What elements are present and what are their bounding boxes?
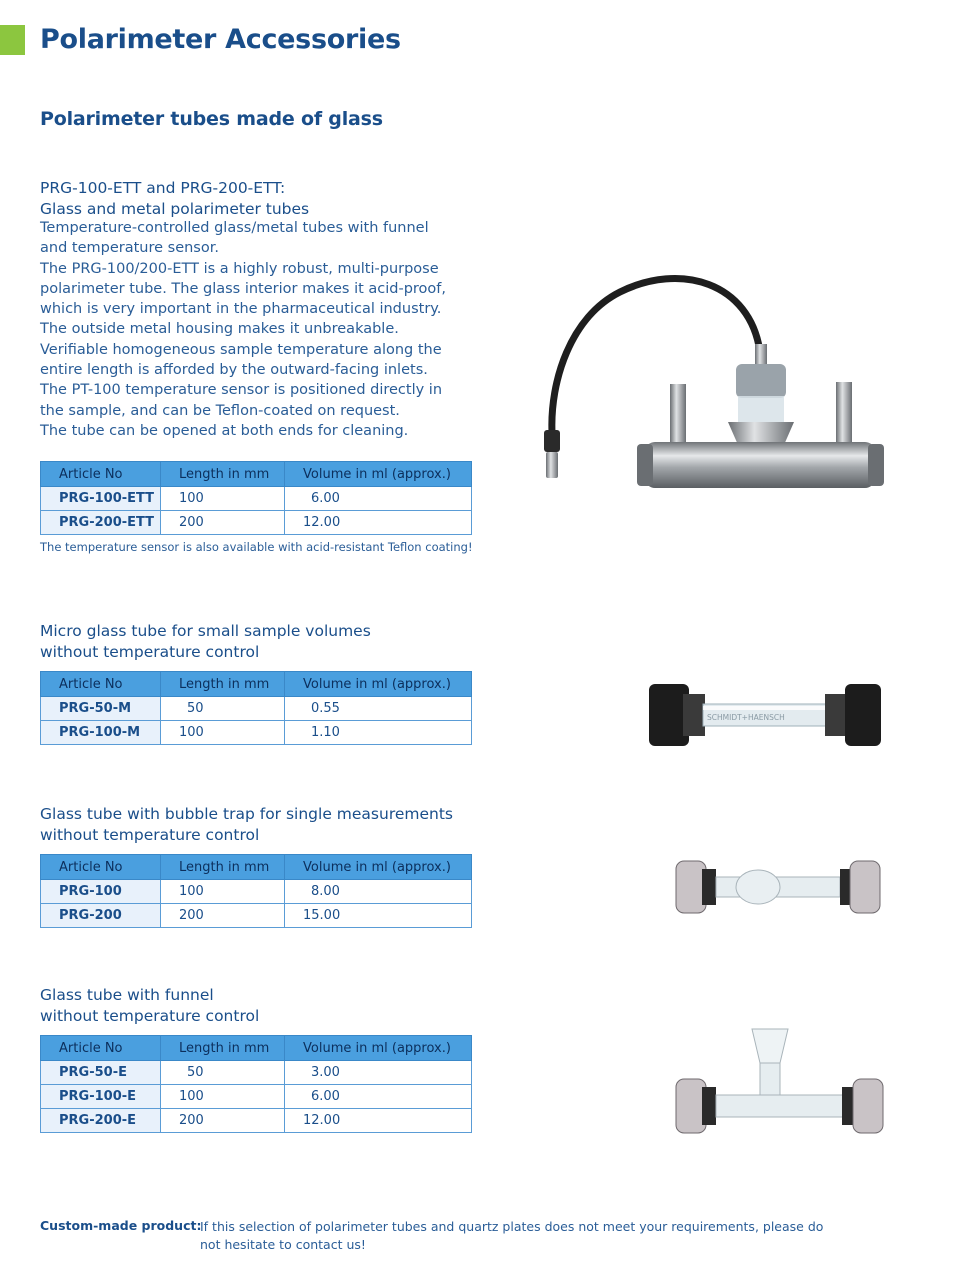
- body-line: which is very important in the pharmaceutical industry.: [40, 301, 442, 318]
- article-cell: PRG-100-E: [41, 1085, 161, 1109]
- body-line: The PT-100 temperature sensor is positioned directly in: [40, 382, 443, 399]
- article-cell: PRG-200-E: [41, 1109, 161, 1133]
- col-header: Length in mm: [161, 462, 285, 487]
- volume-cell: 12.00: [285, 511, 472, 535]
- section2-table: [40, 671, 472, 745]
- body-line: The tube can be opened at both ends for cleaning.: [40, 422, 409, 439]
- body-line: and temperature sensor.: [40, 240, 219, 257]
- article-cell: PRG-100-ETT: [41, 487, 161, 511]
- table-header-row: [41, 1036, 472, 1061]
- length-cell: 100: [161, 880, 285, 904]
- length-cell: 100: [161, 1085, 285, 1109]
- funnel-tube-image: [672, 1025, 887, 1137]
- table-row: [41, 487, 472, 511]
- table-row: [41, 511, 472, 535]
- article-cell: PRG-200: [41, 904, 161, 928]
- col-header: Article No: [41, 855, 161, 880]
- volume-cell: 8.00: [285, 880, 472, 904]
- body-line: The outside metal housing makes it unbreakable.: [40, 321, 399, 338]
- length-cell: 100: [161, 721, 285, 745]
- col-header: Length in mm: [161, 855, 285, 880]
- section4-heading: [40, 985, 259, 1026]
- length-cell: 50: [161, 697, 285, 721]
- page-title: Polarimeter Accessories: [40, 24, 401, 55]
- table-row: [41, 721, 472, 745]
- bubble-trap-tube-image: [672, 855, 884, 919]
- section1-heading: [40, 178, 309, 219]
- section3-heading-line2: without temperature control: [40, 825, 260, 844]
- section4-table: [40, 1035, 472, 1133]
- body-line: entire length is afforded by the outward-facing inlets.: [40, 362, 428, 379]
- article-cell: PRG-100: [41, 880, 161, 904]
- section1-table: [40, 461, 472, 535]
- article-cell: PRG-200-ETT: [41, 511, 161, 535]
- table-row: [41, 1085, 472, 1109]
- section1-body: [40, 218, 480, 441]
- table-row: [41, 880, 472, 904]
- body-line: polarimeter tube. The glass interior makes it acid-proof,: [40, 280, 447, 297]
- section2-heading-line1: Micro glass tube for small sample volumes: [40, 622, 371, 640]
- micro-glass-tube-image: [645, 680, 885, 750]
- body-line: Verifiable homogeneous sample temperature along the: [40, 341, 442, 358]
- section3-heading-line1: Glass tube with bubble trap for single measurements: [40, 805, 453, 823]
- col-header: Volume in ml (approx.): [285, 855, 472, 880]
- body-line: Temperature-controlled glass/metal tubes with funnel: [40, 220, 429, 236]
- table-header-row: [41, 672, 472, 697]
- body-line: The PRG-100/200-ETT is a highly robust, multi-purpose: [40, 260, 439, 277]
- section3-table: [40, 854, 472, 928]
- col-header: Article No: [41, 462, 161, 487]
- section4-heading-line2: without temperature control: [40, 1006, 260, 1025]
- col-header: Length in mm: [161, 672, 285, 697]
- length-cell: 200: [161, 904, 285, 928]
- table-row: [41, 904, 472, 928]
- sensor-note: The temperature sensor is also available with acid-resistant Teflon coating!: [40, 540, 473, 554]
- length-cell: 50: [161, 1061, 285, 1085]
- table-row: [41, 1061, 472, 1085]
- table-header-row: [41, 855, 472, 880]
- length-cell: 200: [161, 1109, 285, 1133]
- section3-heading: [40, 804, 453, 845]
- section1-heading-line1: PRG-100-ETT and PRG-200-ETT:: [40, 179, 286, 197]
- page-subtitle: Polarimeter tubes made of glass: [40, 108, 383, 130]
- section2-heading: [40, 621, 371, 662]
- accent-bar: [0, 25, 25, 55]
- body-line: the sample, and can be Teflon-coated on request.: [40, 402, 400, 419]
- article-cell: PRG-50-M: [41, 697, 161, 721]
- table-header-row: [41, 462, 472, 487]
- length-cell: 200: [161, 511, 285, 535]
- article-cell: PRG-100-M: [41, 721, 161, 745]
- col-header: Article No: [41, 672, 161, 697]
- volume-cell: 1.10: [285, 721, 472, 745]
- footer-text: If this selection of polarimeter tubes and quartz plates does not meet your requirements, please do not hesitate to contact us!: [200, 1219, 824, 1252]
- volume-cell: 6.00: [285, 1085, 472, 1109]
- length-cell: 100: [161, 487, 285, 511]
- volume-cell: 15.00: [285, 904, 472, 928]
- col-header: Article No: [41, 1036, 161, 1061]
- tube-brand-text: SCHMIDT+HAENSCH: [707, 713, 785, 722]
- col-header: Volume in ml (approx.): [285, 1036, 472, 1061]
- table-row: [41, 697, 472, 721]
- volume-cell: 3.00: [285, 1061, 472, 1085]
- section1-heading-line2: Glass and metal polarimeter tubes: [40, 199, 310, 218]
- volume-cell: 0.55: [285, 697, 472, 721]
- col-header: Volume in ml (approx.): [285, 462, 472, 487]
- section4-heading-line1: Glass tube with funnel: [40, 986, 214, 1004]
- footer-label: Custom-made product:: [40, 1218, 202, 1233]
- glass-metal-tube-image: [530, 272, 890, 497]
- section2-heading-line2: without temperature control: [40, 642, 260, 661]
- article-cell: PRG-50-E: [41, 1061, 161, 1085]
- volume-cell: 6.00: [285, 487, 472, 511]
- volume-cell: 12.00: [285, 1109, 472, 1133]
- col-header: Length in mm: [161, 1036, 285, 1061]
- table-row: [41, 1109, 472, 1133]
- col-header: Volume in ml (approx.): [285, 672, 472, 697]
